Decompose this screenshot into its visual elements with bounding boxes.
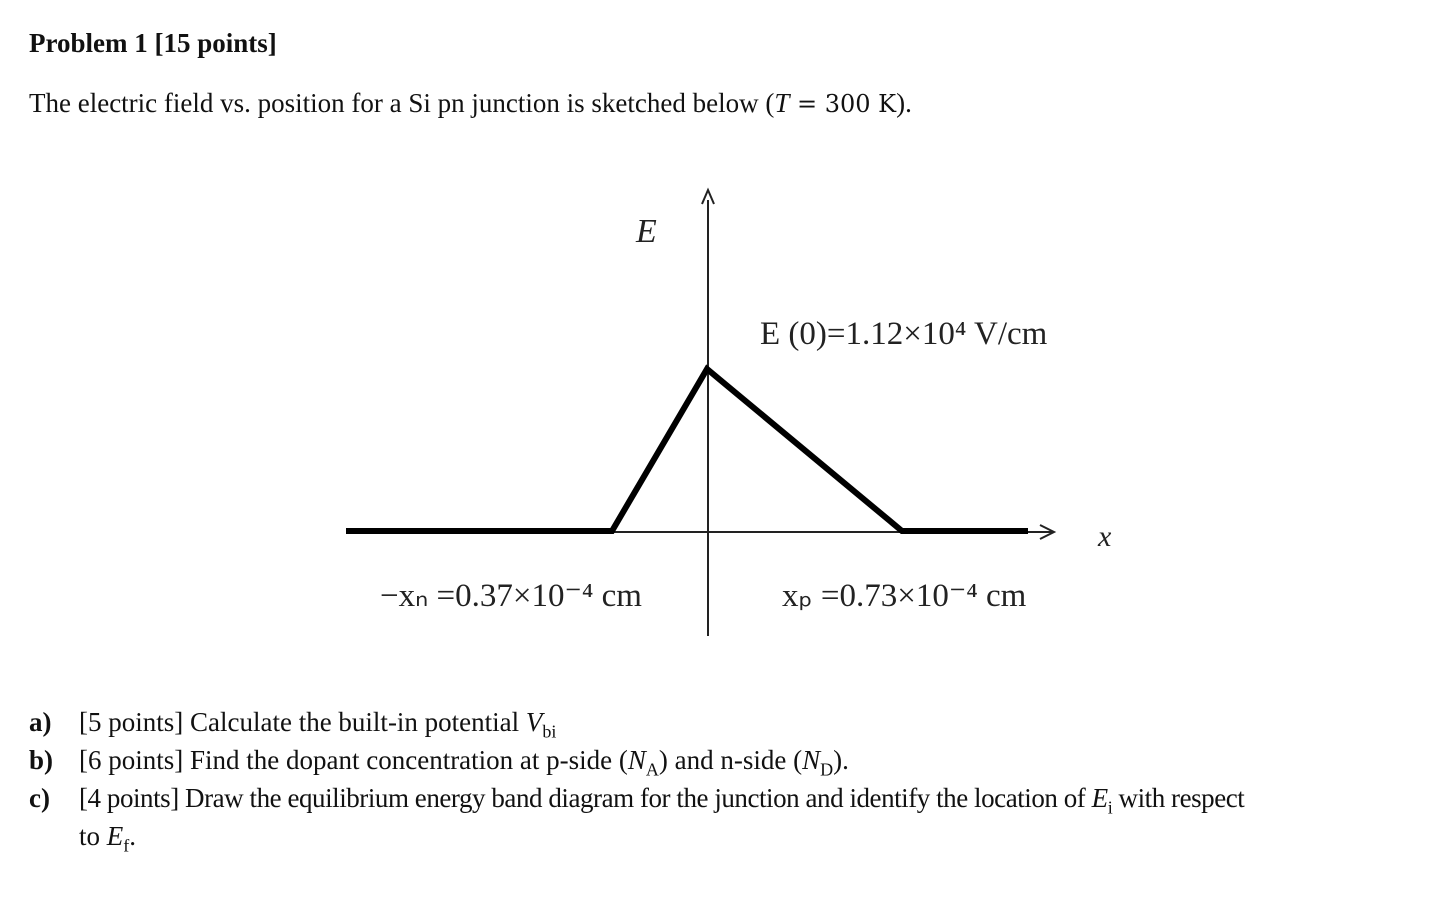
question-a-label: a) bbox=[29, 707, 52, 737]
intro-temperature-value: = 300 K bbox=[789, 90, 897, 118]
question-a bbox=[29, 703, 557, 742]
question-b-text: Find the dopant concentration at p-side ( bbox=[183, 745, 628, 775]
question-b-end: ). bbox=[833, 745, 849, 775]
question-c-points: [4 points] bbox=[79, 783, 179, 813]
ei-symbol: E bbox=[1091, 783, 1108, 813]
x-axis-label: x bbox=[1098, 520, 1112, 553]
peak-field-label: E (0)=1.12×10⁴ V/cm bbox=[760, 316, 1048, 352]
intro-text-1: The electric field vs. position for a Si pn junction is sketched below ( bbox=[29, 88, 775, 118]
depletion-edge-p-label: xₚ =0.73×10⁻⁴ cm bbox=[782, 578, 1027, 614]
y-axis-label: E bbox=[636, 213, 657, 250]
question-c-end: . bbox=[129, 821, 137, 851]
field-profile-curve bbox=[346, 369, 1028, 531]
intro-temperature-symbol: T bbox=[774, 88, 790, 118]
question-c-label: c) bbox=[29, 783, 50, 813]
question-b-mid: ) and n-side ( bbox=[658, 745, 803, 775]
question-c bbox=[29, 779, 1245, 818]
vbi-symbol: V bbox=[525, 707, 543, 737]
question-c-mid: with respect bbox=[1112, 783, 1245, 813]
nd-symbol: N bbox=[802, 745, 821, 775]
ei-subscript: i bbox=[1107, 797, 1113, 818]
ef-subscript: f bbox=[123, 835, 130, 856]
nd-subscript: D bbox=[820, 759, 834, 780]
depletion-edge-n-label: −xₙ =0.37×10⁻⁴ cm bbox=[380, 578, 642, 614]
question-c-line2-text: to bbox=[79, 821, 107, 851]
problem-title: Problem 1 [15 points] bbox=[29, 28, 277, 58]
question-a-text: Calculate the built-in potential bbox=[183, 707, 526, 737]
ef-symbol: E bbox=[106, 821, 124, 851]
question-b-label: b) bbox=[29, 745, 54, 775]
question-c-line-2 bbox=[29, 817, 137, 856]
na-symbol: N bbox=[627, 745, 646, 775]
question-b bbox=[29, 741, 849, 780]
question-c-text: Draw the equilibrium energy band diagram for the junction and identify the location of bbox=[178, 783, 1092, 813]
vbi-subscript: bi bbox=[542, 721, 557, 742]
intro-text-2: ). bbox=[896, 88, 912, 118]
na-subscript: A bbox=[645, 759, 659, 780]
question-b-points: [6 points] bbox=[79, 745, 184, 775]
question-a-points: [5 points] bbox=[79, 707, 184, 737]
